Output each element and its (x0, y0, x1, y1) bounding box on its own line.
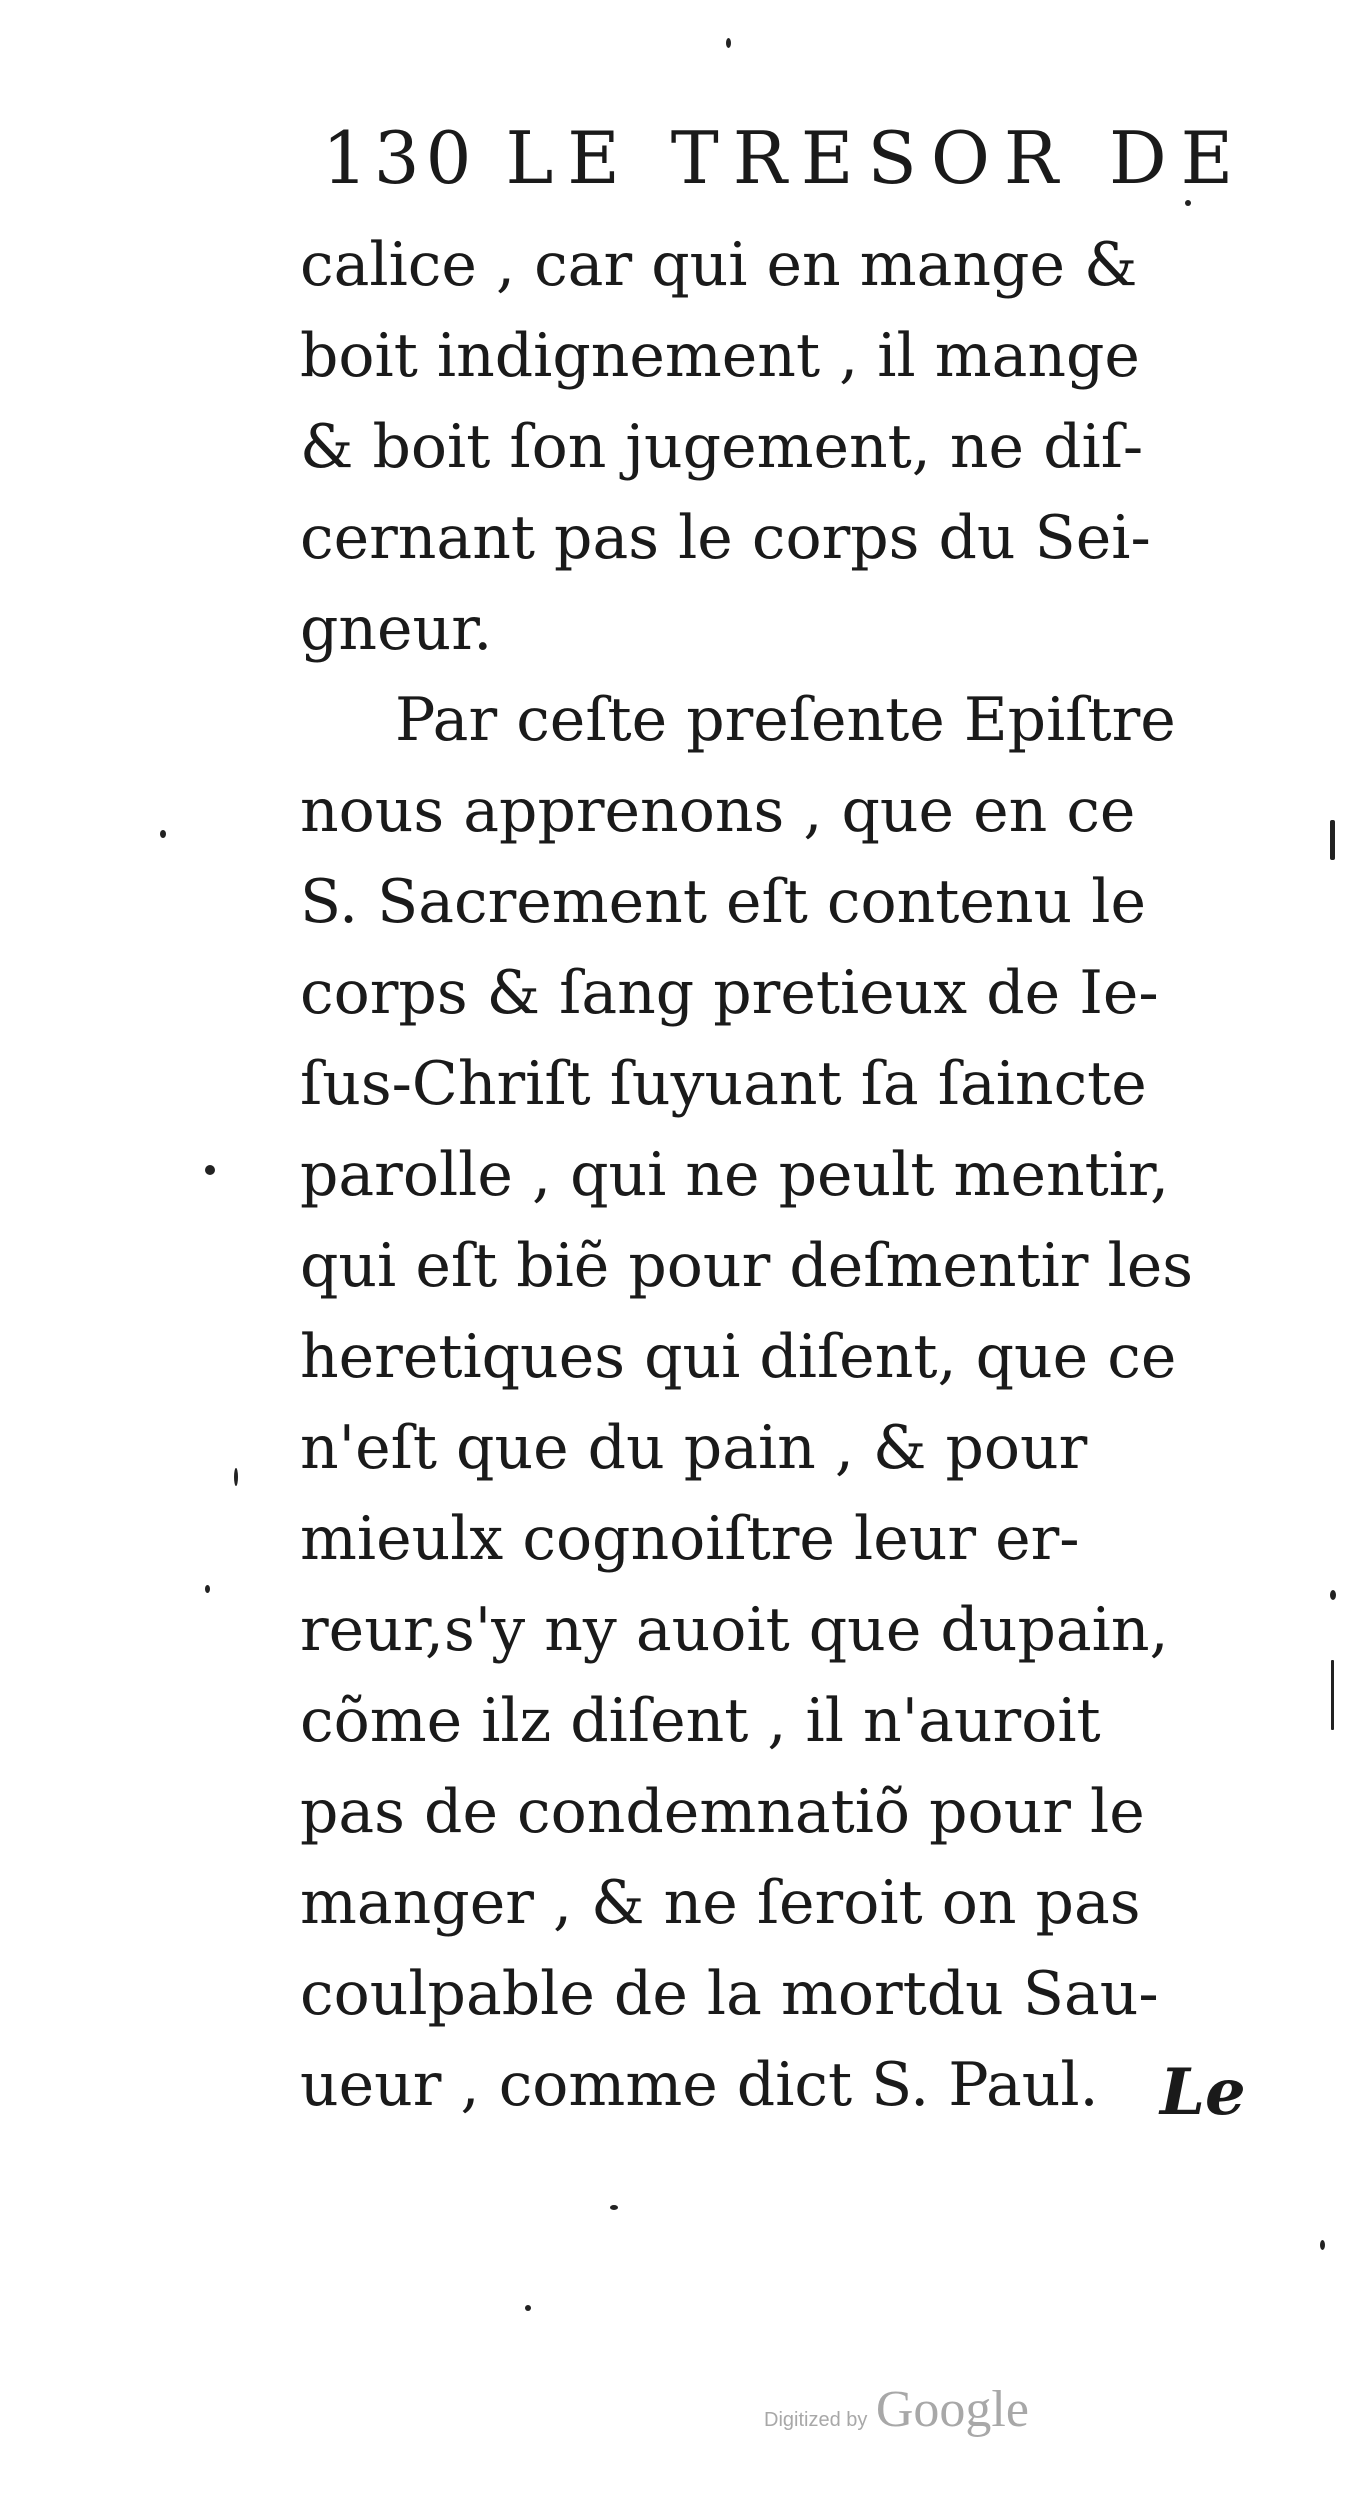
text-line: boit indignement , il mange (300, 321, 1140, 391)
scan-speck (1331, 1660, 1334, 1730)
scan-speck (525, 2305, 531, 2311)
running-header (322, 116, 1248, 200)
scan-speck (610, 2205, 618, 2210)
scan-speck (234, 1468, 238, 1486)
body-text (300, 220, 1240, 2131)
text-line: mieulx cognoiſtre leur er- (300, 1504, 1080, 1574)
catchword: Le (1160, 2055, 1246, 2130)
text-line: heretiques qui diſent, que ce (300, 1322, 1177, 1392)
running-title: LE TRESOR DE (505, 116, 1248, 200)
text-line: & boit ſon jugement, ne diſ- (300, 412, 1144, 482)
text-line: pas de condemnatiõ pour le (300, 1777, 1145, 1847)
scan-speck (726, 38, 731, 48)
text-line: gneur. (300, 594, 493, 664)
scan-speck (1330, 1590, 1336, 1600)
text-line: cõme ilz diſent , il n'auroit (300, 1686, 1101, 1756)
text-line: Par ceſte preſente Epiſtre (395, 685, 1176, 755)
text-line: ſus-Chriſt ſuyuant ſa ſaincte (300, 1049, 1147, 1119)
text-line: reur,s'y ny auoit que dupain, (300, 1595, 1169, 1665)
scan-speck (205, 1165, 215, 1175)
text-line: parolle , qui ne peult mentir, (300, 1140, 1170, 1210)
google-logo: Google (875, 2381, 1029, 2438)
scan-speck (1320, 2240, 1325, 2250)
scan-speck (160, 830, 166, 838)
text-line: coulpable de la mortdu Sau- (300, 1959, 1159, 2029)
scan-speck (1330, 820, 1335, 860)
text-line: nous apprenons , que en ce (300, 776, 1136, 846)
text-line: cernant pas le corps du Sei- (300, 503, 1151, 573)
digitized-by-google-watermark (764, 2380, 1029, 2439)
text-line: ueur , comme dict S. Paul. (300, 2050, 1099, 2120)
text-line: qui eſt biẽ pour deſmentir les (300, 1231, 1194, 1301)
text-line: manger , & ne ſeroit on pas (300, 1868, 1141, 1938)
page-number: 130 (322, 116, 478, 200)
text-line: S. Sacrement eſt contenu le (300, 867, 1146, 937)
text-line: n'eſt que du pain , & pour (300, 1413, 1088, 1483)
scan-speck (205, 1585, 210, 1593)
text-line: corps & ſang pretieux de Ie- (300, 958, 1159, 1028)
digitized-by-label: Digitized by (764, 2409, 868, 2431)
text-line: calice , car qui en mange & (300, 230, 1138, 300)
scan-speck (1185, 200, 1191, 206)
